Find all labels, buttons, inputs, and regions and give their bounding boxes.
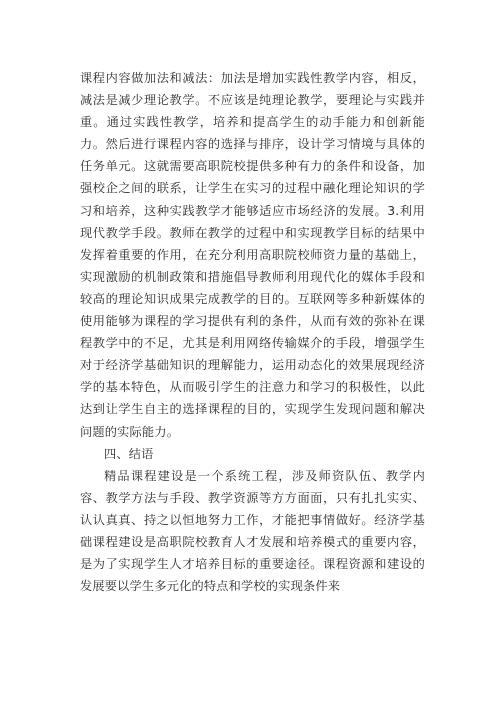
document-body xyxy=(80,67,425,597)
body-paragraph-1: 课程内容做加法和减法：加法是增加实践性教学内容，相反，减法是减少理论教学。不应该是纯理论教学，要理论与实践并重。通过实践性教学，培养和提高学生的动手能力和创新能力。然后进行课程内容的选择与排序，设计学习情境与具体的任务单元。这就需要高职院校提供多种有力的条件和设备，加强校企之间的联系，让学生在实习的过程中融化理论知识的学习和培养，这种实践教学才能够适应市场经济的发展。3.利用现代教学手段。教师在教学的过程中和实现教学目标的结果中发挥着重要的作用，在充分利用高职院校师资力量的基础上，实现激励的机制政策和措施倡导教师利用现代化的媒体手段和较高的理论知识成果完成教学的目的。互联网等多种新媒体的使用能够为课程的学习提供有利的条件，从而有效的弥补在课程教学中的不足，尤其是利用网络传输媒介的手段，增强学生对于经济学基础知识的理解能力，运用动态化的效果展现经济学的基本特色，从而吸引学生的注意力和学习的积极性，以此达到让学生自主的选择课程的目的，实现学生发现问题和解决问题的实际能力。 xyxy=(80,71,425,439)
section-heading-conclusion: 四、结语 xyxy=(104,446,154,461)
body-paragraph-2: 精品课程建设是一个系统工程，涉及师资队伍、教学内容、教学方法与手段、教学资源等方方面面，只有扎扎实实、认认真真、持之以恒地努力工作，才能把事情做好。经济学基础课程建设是高职院校教育人才发展和培养模式的重要内容，是为了实现学生人才培养目标的重要途径。课程资源和建设的发展要以学生多元化的特点和学校的实现条件来 xyxy=(80,468,425,594)
